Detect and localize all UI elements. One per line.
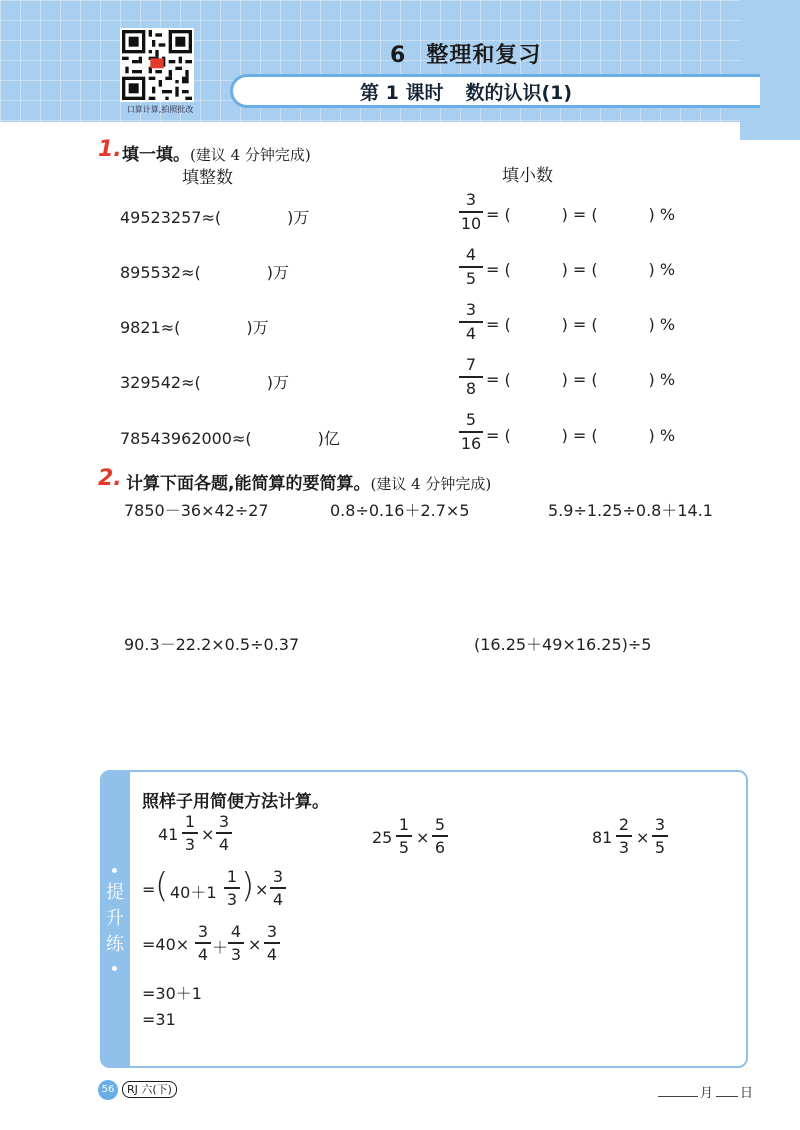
fraction-denominator: 3: [618, 837, 630, 857]
column-decimal-heading: 填小数: [502, 166, 553, 186]
integer-item-4: [120, 370, 289, 393]
decimal-fraction-3: [456, 300, 486, 344]
integer-item-3: [120, 315, 269, 338]
day-label: 日: [740, 1086, 754, 1101]
side-dot: [112, 868, 117, 873]
fraction-numerator: 5: [434, 815, 446, 834]
unit-number: 6: [390, 43, 407, 68]
section-2-title: [126, 469, 491, 494]
side-dot: [112, 966, 117, 971]
step1-equals: =: [142, 880, 156, 899]
calc-problem-4: 90.3－22.2×0.5÷0.37: [124, 635, 300, 654]
step1-times: ×: [255, 880, 269, 899]
close-paren: ): [241, 866, 255, 906]
fraction-denominator: 4: [197, 944, 209, 964]
practice-side-label: [104, 880, 126, 958]
fraction-numerator: 3: [654, 815, 666, 834]
step2-times: ×: [248, 935, 262, 954]
fraction-numerator: 7: [465, 355, 477, 374]
section-2-title-text: 计算下面各题,能简算的要简算。: [126, 474, 371, 494]
fraction-denominator: 4: [272, 889, 284, 909]
section-2-note: (建议 4 分钟完成): [370, 475, 492, 493]
fraction-numerator: 3: [266, 922, 278, 941]
fraction-denominator: 6: [434, 837, 446, 857]
calc-problem-1: 7850－36×42÷27: [124, 501, 269, 520]
lesson-label: 第 1 课时: [360, 82, 444, 104]
open-paren: (: [155, 866, 169, 906]
integer-item-expr: 9821≈(: [120, 318, 181, 337]
step2-fraction-3: [262, 922, 282, 964]
integer-item-unit: )万: [246, 318, 269, 337]
lesson-title-text: 数的认识(1): [465, 82, 573, 104]
decimal-answer-3: = ( ) = ( ) %: [486, 315, 676, 334]
step2-fraction-2: [226, 922, 246, 964]
integer-item-unit: )亿: [317, 429, 340, 448]
integer-item-1: [120, 205, 309, 228]
qr-code-icon: [122, 30, 192, 100]
fraction-denominator: 4: [465, 323, 477, 343]
q2-whole: 81: [592, 828, 613, 847]
fraction-numerator: 3: [218, 812, 230, 831]
example-fraction-1: [180, 812, 200, 854]
fraction-denominator: 5: [465, 268, 477, 288]
fraction-denominator: 4: [218, 834, 230, 854]
integer-item-unit: )万: [287, 208, 310, 227]
qr-caption: 口算计算,拍照批改: [126, 105, 194, 114]
integer-item-unit: )万: [266, 373, 289, 392]
fraction-numerator: 1: [398, 815, 410, 834]
fraction-numerator: 3: [272, 867, 284, 886]
decimal-answer-2: = ( ) = ( ) %: [486, 260, 676, 279]
q1-times: ×: [416, 828, 430, 847]
unit-title-text: 整理和复习: [426, 43, 542, 68]
q1-whole: 25: [372, 828, 393, 847]
section-1-title-text: 填一填。: [122, 145, 190, 165]
integer-item-5: [120, 426, 340, 449]
q2-times: ×: [636, 828, 650, 847]
example-fraction-2: [214, 812, 234, 854]
fraction-numerator: 3: [197, 922, 209, 941]
fraction-denominator: 3: [184, 834, 196, 854]
step2-prefix: =40×: [142, 935, 190, 954]
calc-problem-5: (16.25＋49×16.25)÷5: [474, 635, 652, 654]
fraction-denominator: 3: [230, 944, 242, 964]
fraction-numerator: 1: [184, 812, 196, 831]
qr-code[interactable]: [120, 28, 194, 102]
page-number: 56: [98, 1080, 118, 1100]
fraction-denominator: 5: [398, 837, 410, 857]
side-label-char: 练: [106, 934, 124, 955]
decimal-fraction-4: [456, 355, 486, 399]
unit-title: [390, 38, 541, 69]
practice-title: 照样子用简便方法计算。: [142, 792, 329, 812]
fraction-numerator: 3: [465, 190, 477, 209]
decimal-answer-5: = ( ) = ( ) %: [486, 426, 676, 445]
integer-item-expr: 49523257≈(: [120, 208, 222, 227]
step3: =30＋1: [142, 984, 202, 1003]
q1-fraction-2: [430, 815, 450, 857]
integer-item-expr: 78543962000≈(: [120, 429, 252, 448]
decimal-answer-1: = ( ) = ( ) %: [486, 205, 676, 224]
step1-fraction-2: [268, 867, 288, 909]
fraction-denominator: 5: [654, 837, 666, 857]
section-1-title: [122, 140, 311, 165]
integer-item-unit: )万: [266, 263, 289, 282]
fraction-numerator: 1: [226, 867, 238, 886]
column-integer-heading: 填整数: [182, 168, 233, 188]
section-2-number: 2.: [98, 466, 122, 491]
decimal-fraction-5: [456, 410, 486, 454]
integer-item-expr: 329542≈(: [120, 373, 201, 392]
fraction-numerator: 2: [618, 815, 630, 834]
fraction-denominator: 4: [266, 944, 278, 964]
fraction-numerator: 4: [230, 922, 242, 941]
section-1-note: (建议 4 分钟完成): [190, 146, 311, 164]
fraction-denominator: 10: [460, 213, 482, 233]
day-blank[interactable]: [716, 1096, 738, 1097]
q1-fraction-1: [394, 815, 414, 857]
integer-item-2: [120, 260, 289, 283]
step1-fraction: [222, 867, 242, 909]
side-label-char: 提: [106, 882, 124, 903]
fraction-denominator: 8: [465, 378, 477, 398]
integer-item-expr: 895532≈(: [120, 263, 201, 282]
decimal-fraction-1: [456, 190, 486, 234]
calc-problem-2: 0.8÷0.16＋2.7×5: [330, 501, 470, 520]
example-whole: 41: [158, 825, 179, 844]
example-times: ×: [201, 825, 215, 844]
decimal-fraction-2: [456, 245, 486, 289]
edition-label: RJ 六(下): [122, 1081, 177, 1098]
fraction-numerator: 3: [465, 300, 477, 319]
step2-plus: ＋: [212, 938, 229, 957]
side-label-char: 升: [106, 908, 124, 929]
fraction-numerator: 5: [465, 410, 477, 429]
decimal-answer-4: = ( ) = ( ) %: [486, 370, 676, 389]
section-1-number: 1.: [98, 137, 122, 162]
lesson-title: [360, 78, 572, 105]
fraction-numerator: 4: [465, 245, 477, 264]
step4: =31: [142, 1010, 176, 1029]
step2-fraction-1: [193, 922, 213, 964]
fraction-denominator: 16: [460, 433, 482, 453]
month-blank[interactable]: [658, 1096, 698, 1097]
q2-fraction-2: [650, 815, 670, 857]
q2-fraction-1: [614, 815, 634, 857]
calc-problem-3: 5.9÷1.25÷0.8＋14.1: [548, 501, 713, 520]
fraction-denominator: 3: [226, 889, 238, 909]
step1-inner: 40＋1: [170, 883, 217, 902]
month-label: 月: [700, 1086, 714, 1101]
